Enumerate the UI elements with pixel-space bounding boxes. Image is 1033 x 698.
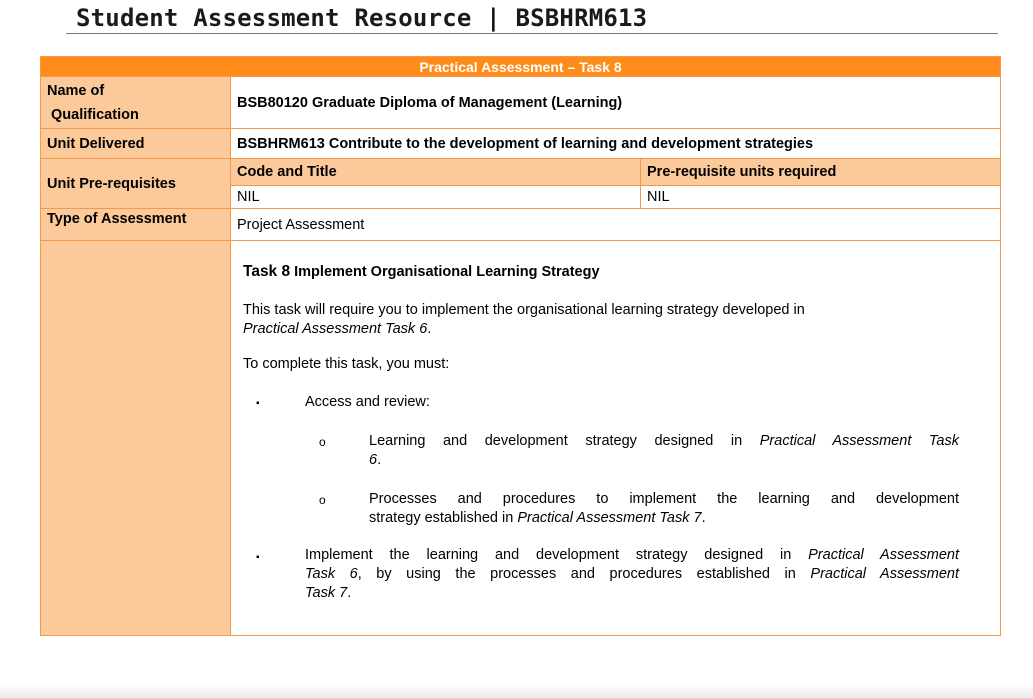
task-side-label [41, 241, 231, 636]
assessment-type-value: Project Assessment [231, 209, 1001, 241]
sub-item-strategy-line1: Learning and development strategy designed in Practical Assessment Task [369, 433, 959, 449]
task-intro [243, 301, 805, 339]
assessment-table [40, 56, 1001, 636]
task-intro-period: . [427, 321, 432, 337]
task-intro-ref: Practical Assessment Task 6 [243, 321, 428, 337]
bullet-marker: ▪ [256, 398, 260, 409]
sub-item-strategy-line2: 6. [369, 452, 382, 468]
sub-marker: o [319, 493, 326, 507]
prereq-required-value: NIL [641, 186, 1001, 209]
header-divider [66, 33, 998, 34]
unit-delivered-label: Unit Delivered [41, 129, 231, 159]
bullet-access-review: Access and review: [305, 394, 430, 410]
unit-delivered-value: BSBHRM613 Contribute to the development of learning and development strategies [231, 129, 1001, 159]
task-must-text: To complete this task, you must: [243, 356, 450, 372]
bullet-implement-line1: Implement the learning and development strategy designed in Practical Assessment [305, 547, 959, 563]
qualification-label [41, 77, 231, 129]
sub-item-processes-line1: Processes and procedures to implement the learning and development [369, 491, 959, 507]
qualification-label-line2: Qualification [51, 107, 139, 123]
bullet-implement [305, 546, 959, 603]
sub-item-strategy [369, 432, 959, 470]
task-heading [243, 262, 600, 282]
assessment-type-label: Type of Assessment [41, 209, 231, 241]
bottom-fade-overlay [0, 683, 1033, 698]
qualification-label-line1: Name of [47, 83, 105, 99]
task-intro-line1: This task will require you to implement the organisational learning strategy developed in [243, 302, 805, 318]
document-header-title: Student Assessment Resource | BSBHRM613 [76, 4, 648, 32]
qualification-value: BSB80120 Graduate Diploma of Management (Learning) [231, 77, 1001, 129]
table-title: Practical Assessment – Task 8 [41, 57, 1001, 77]
task-intro-line2 [243, 320, 805, 339]
prereq-code-title-value: NIL [231, 186, 641, 209]
prereq-required-header: Pre-requisite units required [641, 159, 1001, 186]
sub-item-processes [369, 490, 959, 528]
prereq-code-title-header: Code and Title [231, 159, 641, 186]
task-heading-title: Implement Organisational Learning Strategy [294, 264, 600, 280]
sub-item-processes-line2: strategy established in Practical Assessment Task 7. [369, 510, 706, 526]
bullet-marker: ▪ [256, 552, 260, 563]
bullet-implement-line3: Task 7. [305, 585, 352, 601]
bullet-implement-line2: Task 6, by using the processes and procedures established in Practical Assessment [305, 566, 960, 582]
task-content [231, 241, 1001, 636]
sub-marker: o [319, 435, 326, 449]
task-heading-number: Task 8 [243, 263, 291, 280]
prerequisites-label: Unit Pre-requisites [41, 159, 231, 209]
